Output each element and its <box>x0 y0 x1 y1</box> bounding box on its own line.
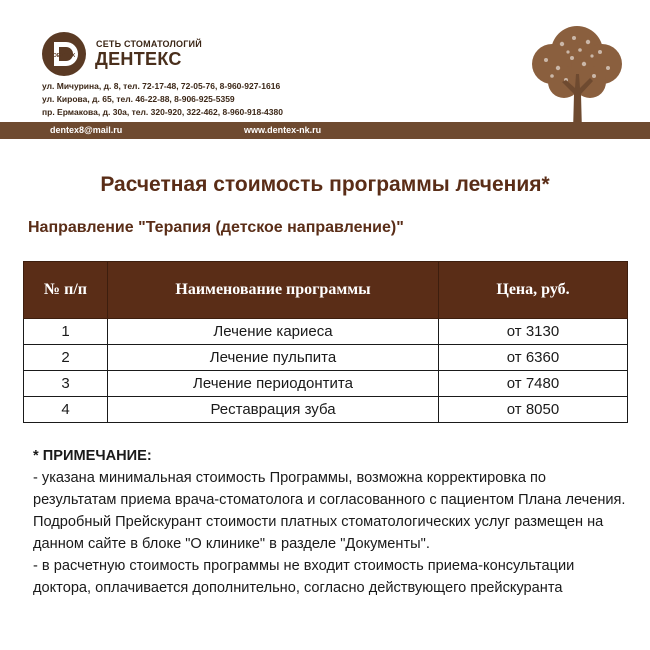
price-table <box>23 261 628 423</box>
address-line: пр. Ермакова, д. 30а, тел. 320-920, 322-462, 8-960-918-4380 <box>42 107 283 117</box>
page-title: Расчетная стоимость программы лечения* <box>100 173 550 196</box>
header <box>0 0 650 140</box>
program-name: Лечение периодонтита <box>108 371 439 397</box>
direction-heading: Направление "Терапия (детское направление)" <box>28 219 404 236</box>
table-row <box>24 319 628 345</box>
email-link[interactable]: dentex8@mail.ru <box>50 125 123 135</box>
row-number: 3 <box>24 371 108 397</box>
table-row <box>24 345 628 371</box>
address-line: ул. Кирова, д. 65, тел. 46-22-88, 8-906-925-5359 <box>42 94 235 104</box>
column-header-name: Наименование программы <box>108 262 439 319</box>
row-number: 2 <box>24 345 108 371</box>
brand-name: ДЕНТЕКС <box>95 49 182 69</box>
program-price: от 8050 <box>439 397 628 423</box>
table-row <box>24 371 628 397</box>
address-line: ул. Мичурина, д. 8, тел. 72-17-48, 72-05-76, 8-960-927-1616 <box>42 81 281 91</box>
note-paragraph: - в расчетную стоимость программы не входит стоимость приема-консультации доктора, оплачивается дополнительно, согласно действующего прейскуранта <box>33 558 575 596</box>
brand-subtitle: СЕТЬ СТОМАТОЛОГИЙ <box>96 39 202 49</box>
note-paragraph: - указана минимальная стоимость Программы, возможна корректировка по результатам приема врача-стоматолога и согласованного с пациентом Плана лечения. Подробный Прейскурант стоимости платных стоматологических услуг размещен на данном сайте в блоке "О клинике" в разделе "Документы". <box>33 470 626 552</box>
logo-badge-text: DENTEX <box>52 53 76 59</box>
note-block <box>33 445 633 599</box>
column-header-number: № п/п <box>24 262 108 319</box>
program-price: от 3130 <box>439 319 628 345</box>
note-heading: * ПРИМЕЧАНИЕ: <box>33 448 152 464</box>
program-name: Лечение пульпита <box>108 345 439 371</box>
column-header-price: Цена, руб. <box>439 262 628 319</box>
row-number: 4 <box>24 397 108 423</box>
program-name: Реставрация зуба <box>108 397 439 423</box>
table-row <box>24 397 628 423</box>
contact-bar <box>0 122 650 139</box>
website-link[interactable]: www.dentex-nk.ru <box>244 125 322 135</box>
tree-icon <box>522 22 632 132</box>
program-name: Лечение кариеса <box>108 319 439 345</box>
table-header-row <box>24 262 628 319</box>
dentex-logo-icon <box>41 31 87 77</box>
row-number: 1 <box>24 319 108 345</box>
program-price: от 7480 <box>439 371 628 397</box>
program-price: от 6360 <box>439 345 628 371</box>
